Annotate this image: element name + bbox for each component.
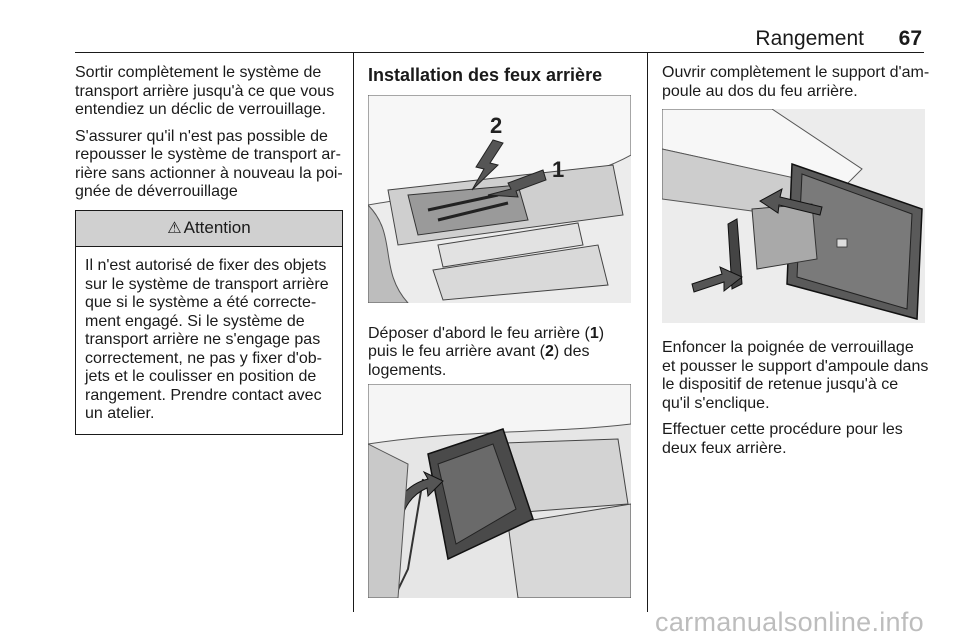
- text-span: Déposer d'abord le feu arrière (: [368, 324, 590, 342]
- watermark: carmanualsonline.info: [655, 607, 924, 637]
- section-heading: Installation des feux arrière: [368, 65, 603, 85]
- bold-number: 2: [544, 343, 554, 360]
- column-2: [368, 64, 636, 598]
- column-1: [75, 64, 343, 435]
- figure-bulb-holder: [662, 109, 925, 323]
- paragraph: S'assurer qu'il n'est pas possible de repousser le système de transport ar-rière sans actionner à nouveau la poi-gnée de déverrouillage: [75, 127, 343, 200]
- header-title: Rangement: [755, 27, 864, 50]
- text-span: ) des logements.: [368, 343, 590, 379]
- warning-triangle-icon: ⚠: [167, 219, 182, 237]
- warning-title: Attention: [183, 217, 251, 237]
- header-rule: [75, 52, 924, 53]
- paragraph: [368, 325, 636, 381]
- figure-tail-light-removal: [368, 95, 631, 303]
- paragraph: Enfoncer la poignée de verrouillage et pousser le support d'ampoule dans le dispositif de retenue jusqu'à ce qu'il s'enclique.: [662, 339, 929, 412]
- callout-1: 1: [552, 156, 565, 182]
- paragraph: Ouvrir complètement le support d'am-poule au dos du feu arrière.: [662, 64, 930, 100]
- page-number: 67: [898, 27, 922, 50]
- column-divider-1: [353, 52, 354, 612]
- paragraph: Effectuer cette procédure pour les deux feux arrière.: [662, 421, 903, 457]
- warning-box: [75, 210, 343, 435]
- column-3: [662, 64, 930, 466]
- warning-body: Il n'est autorisé de fixer des objets sur le système de transport arrière que si le système a été correcte-ment engagé. Si le système de transport arrière ne s'engage pas correctement, ne pas y fixer d'ob-jets et le coulisser en position de rangement. Prendre contact avec un atelier.: [85, 257, 329, 422]
- bold-number: 1: [589, 324, 599, 342]
- text-span: ) puis le feu arrière avant (: [368, 324, 605, 360]
- warning-header: [76, 211, 342, 248]
- callout-2: 2: [490, 112, 503, 138]
- column-divider-2: [647, 52, 648, 612]
- paragraph: Sortir complètement le système de transport arrière jusqu'à ce que vous entendiez un déclic de verrouillage.: [75, 64, 335, 118]
- figure-tail-light-open: [368, 384, 631, 598]
